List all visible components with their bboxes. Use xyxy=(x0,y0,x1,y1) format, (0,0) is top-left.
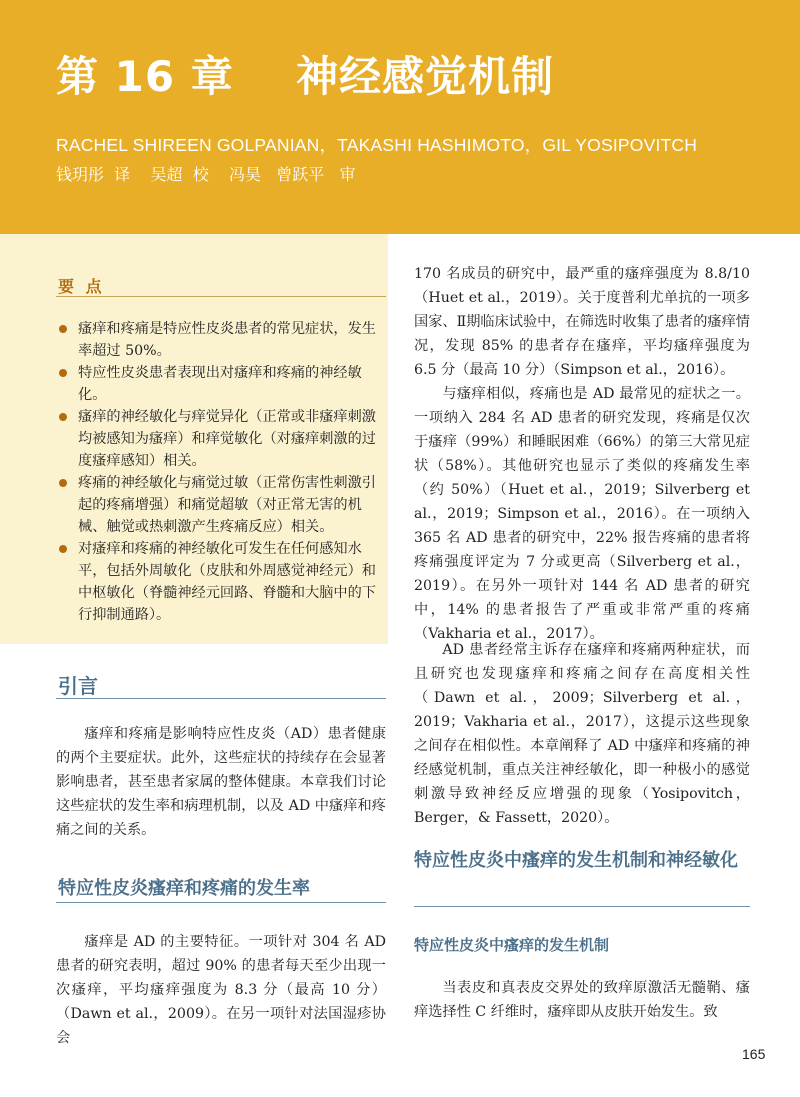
key-point-item: 瘙痒和疼痛是特应性皮炎患者的常见症状，发生率超过 50%。 xyxy=(56,318,382,362)
key-points-list xyxy=(56,318,382,626)
section-heading-mechanism: 特应性皮炎中瘙痒的发生机制和神经敏化 xyxy=(414,850,738,871)
key-points-title: 要 点 xyxy=(58,277,105,296)
section-divider xyxy=(414,906,750,907)
translation-credits: 钱玥彤 译 吴超 校 冯昊 曾跃平 审 xyxy=(56,165,356,184)
key-points-divider xyxy=(56,296,386,297)
section-heading-intro: 引言 xyxy=(58,674,98,698)
right-paragraph-4: 当表皮和真表皮交界处的致痒原激活无髓鞘、瘙痒选择性 C 纤维时，瘙痒即从皮肤开始发生。致 xyxy=(414,980,750,1020)
right-paragraph-2: 与瘙痒相似，疼痛也是 AD 最常见的症状之一。一项纳入 284 名 AD 患者的研究发现，疼痛是仅次于瘙痒（99%）和睡眠困难（66%）的第三大常见症状（58%）。其他研究也显示了类似的疼痛发生率（约 50%）（Huet et al.，2019；Silverberg et al.，2019；Simpson et al.，2016）。在一项纳入 365 名 AD 患者的研究中，22% 报告疼痛的患者将疼痛强度评定为 7 分或更高（Silverberg et al.，2019）。在另外一项针对 144 名 AD 患者的研究中，14% 的患者报告了严重或非常严重的疼痛（Vakharia et al.，2017）。 xyxy=(414,386,750,642)
key-point-item: 疼痛的神经敏化与痛觉过敏（正常伤害性刺激引起的疼痛增强）和痛觉超敏（对正常无害的机械、触觉或热刺激产生疼痛反应）相关。 xyxy=(56,472,382,538)
subsection-heading-itch-mechanism: 特应性皮炎中瘙痒的发生机制 xyxy=(414,936,610,954)
chapter-header-band xyxy=(0,0,800,234)
chapter-title: 第 16 章 神经感觉机制 xyxy=(56,52,555,101)
right-paragraph-1: 170 名成员的研究中，最严重的瘙痒强度为 8.8/10（Huet et al.，2019）。关于度普利尤单抗的一项多国家、Ⅱ期临床试验中，在筛选时收集了患者的瘙痒情况，发现 85% 的患者存在瘙痒，平均瘙痒强度为 6.5 分（最高 10 分）（Simpson et al.，2016）。 xyxy=(414,266,750,378)
section-divider xyxy=(56,698,386,699)
key-point-item: 对瘙痒和疼痛的神经敏化可发生在任何感知水平，包括外周敏化（皮肤和外周感觉神经元）和中枢敏化（脊髓神经元回路、脊髓和大脑中的下行抑制通路）。 xyxy=(56,538,382,626)
section-heading-incidence: 特应性皮炎瘙痒和疼痛的发生率 xyxy=(58,878,310,899)
intro-paragraph: 瘙痒和疼痛是影响特应性皮炎（AD）患者健康的两个主要症状。此外，这些症状的持续存在会显著影响患者，甚至患者家属的整体健康。本章我们讨论这些症状的发生率和病理机制，以及 AD 中瘙痒和疼痛之间的关系。 xyxy=(56,726,386,838)
section-divider xyxy=(56,902,386,903)
right-paragraph-3: AD 患者经常主诉存在瘙痒和疼痛两种症状，而且研究也发现瘙痒和疼痛之间存在高度相关性（Dawn et al.，2009；Silverberg et al.，2019；Vakharia et al.，2017），这提示这些现象之间存在相似性。本章阐释了 AD 中瘙痒和疼痛的神经感觉机制，重点关注神经敏化，即一种极小的感觉刺激导致神经反应增强的现象（Yosipovitch，Berger，& Fassett，2020）。 xyxy=(414,642,750,826)
key-point-item: 特应性皮炎患者表现出对瘙痒和疼痛的神经敏化。 xyxy=(56,362,382,406)
key-point-item: 瘙痒的神经敏化与痒觉异化（正常或非瘙痒刺激均被感知为瘙痒）和痒觉敏化（对瘙痒刺激的过度瘙痒感知）相关。 xyxy=(56,406,382,472)
incidence-paragraph: 瘙痒是 AD 的主要特征。一项针对 304 名 AD 患者的研究表明，超过 90% 的患者每天至少出现一次瘙痒，平均瘙痒强度为 8.3 分（最高 10 分）（Dawn et al.，2009）。在另一项针对法国湿疹协会 xyxy=(56,934,386,1046)
page-number: 165 xyxy=(742,1046,766,1062)
chapter-authors: RACHEL SHIREEN GOLPANIAN，TAKASHI HASHIMOTO，GIL YOSIPOVITCH xyxy=(56,135,698,155)
